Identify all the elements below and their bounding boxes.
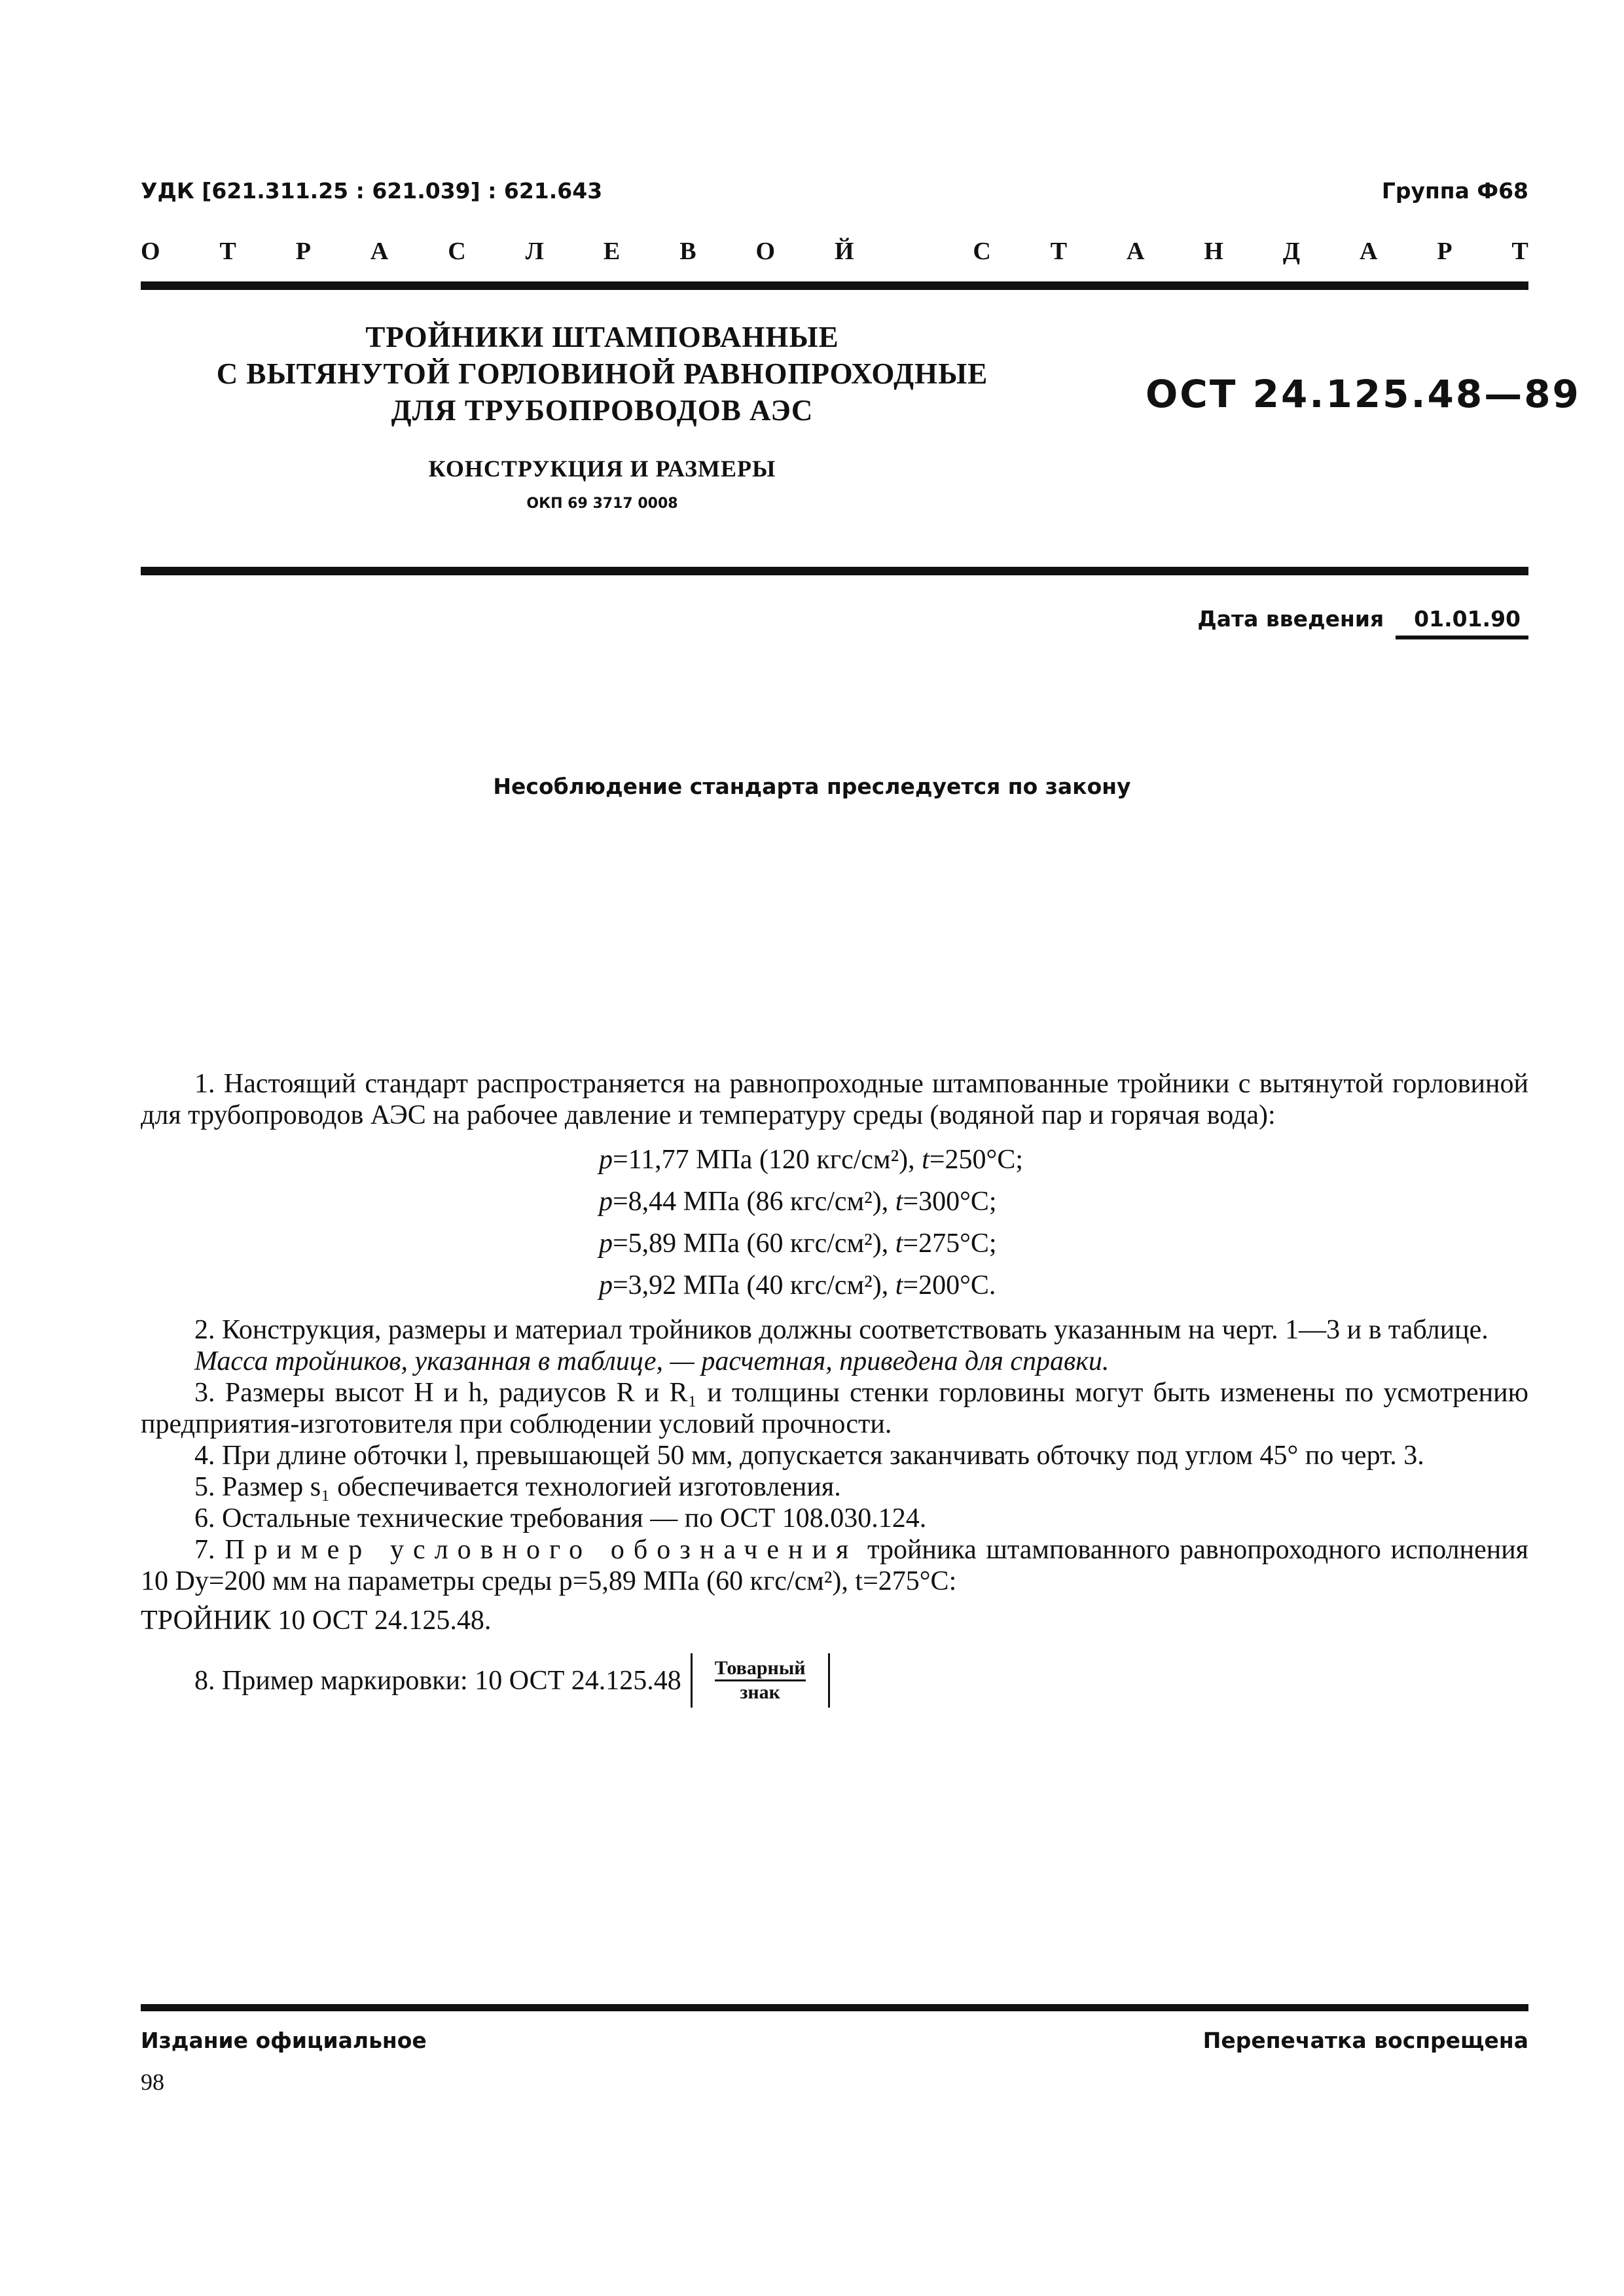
paragraph-4: 4. При длине обточки l, превышающей 50 мм, допускается заканчивать обточку под углом 45° по черт. 3. [194,1441,1424,1471]
heading-letter: Т [1050,238,1068,265]
edition-note: Издание официальное [141,2028,427,2053]
heading-letter: С [448,238,466,265]
paragraph-6: 6. Остальные технические требования — по ОСТ 108.030.124. [194,1503,927,1534]
header-rule [141,281,1528,290]
heading-letter: Р [295,238,311,265]
heading-letter: В [679,238,696,265]
formula-line: p=8,44 МПа (86 кгс/см²), t=300°С; [599,1187,997,1217]
paragraph-2-mass-note: Масса тройников, указанная в таблице, — расчетная, приведена для справки. [194,1346,1110,1376]
standard-number: ОСТ 24.125.48—89 [1146,372,1581,416]
paragraph-2: 2. Конструкция, размеры и материал тройников должны соответствовать указанным на черт. 1—3 и в таблице. [194,1315,1489,1345]
heading-letter: О [755,238,776,265]
heading-letter: Т [1511,238,1528,265]
heading-letter: Е [603,238,621,265]
footer-rule [141,2004,1528,2011]
group-code: Группа Ф68 [1381,178,1528,204]
udk-code: УДК [621.311.25 : 621.039] : 621.643 [141,178,603,204]
paragraph-8-marking [141,1653,1528,1708]
heading-letter: Л [525,238,544,265]
heading-letter: Д [1282,238,1301,265]
industry-standard-heading [141,237,1528,266]
heading-letter: Й [834,238,854,265]
formula-line: p=11,77 МПа (120 кгс/см²), t=250°С; [599,1145,1024,1175]
document-title: ТРОЙНИКИ ШТАМПОВАННЫЕ С ВЫТЯНУТОЙ ГОРЛОВИНОЙ РАВНОПРОХОДНЫЕ ДЛЯ ТРУБОПРОВОДОВ АЭС [216,321,988,427]
heading-letter: С [973,238,991,265]
trademark-box [691,1653,830,1708]
heading-letter: Н [1204,238,1223,265]
trademark-line-2: знак [715,1679,806,1704]
designation-example: ТРОЙНИК 10 ОСТ 24.125.48. [141,1605,492,1636]
document-body [141,1068,1528,1708]
heading-letter: А [370,238,389,265]
date-value: 01.01.90 [1396,606,1528,639]
heading-letter: О [141,238,160,265]
trademark-line-1: Товарный [714,1657,806,1679]
okp-code: ОКП 69 3717 0008 [526,495,678,512]
heading-letter: А [1127,238,1145,265]
heading-letter: Т [219,238,236,265]
formula-list [599,1139,1528,1306]
legal-notice: Несоблюдение стандарта преследуется по закону [493,774,1131,799]
paragraph-7: 7. Пример условного обозначения тройника штампованного равнопроходного исполнения 10 Dу=200 мм на параметры среды p=5,89 МПа (60 кгс/см²), t=275°С: [141,1535,1528,1596]
marking-label: 8. Пример маркировки: 10 ОСТ 24.125.48 [194,1665,681,1696]
page-number: 98 [141,2069,164,2095]
heading-letter: А [1359,238,1378,265]
formula-line: p=3,92 МПа (40 кгс/см²), t=200°С. [599,1270,996,1300]
paragraph-3: 3. Размеры высот H и h, радиусов R и R₁ и толщины стенки горловины могут быть изменены по усмотрению предприятия-изготовителя при соблюдении условий прочности. [141,1378,1528,1439]
date-label: Дата введения [1197,606,1384,632]
paragraph-5: 5. Размер s₁ обеспечивается технологией изготовления. [194,1472,841,1502]
reprint-note: Перепечатка воспрещена [1202,2028,1528,2053]
formula-line: p=5,89 МПа (60 кгс/см²), t=275°С; [599,1229,997,1259]
heading-letter: Р [1437,238,1453,265]
paragraph-1: 1. Настоящий стандарт распространяется на равнопроходные штампованные тройники с вытянутой горловиной для трубопроводов АЭС на рабочее давление и температуру среды (водяной пар и горячая вода): [141,1069,1528,1130]
document-subtitle: КОНСТРУКЦИЯ И РАЗМЕРЫ [428,456,776,482]
title-block [177,319,1028,512]
title-rule [141,567,1528,575]
introduction-date [1197,606,1528,639]
